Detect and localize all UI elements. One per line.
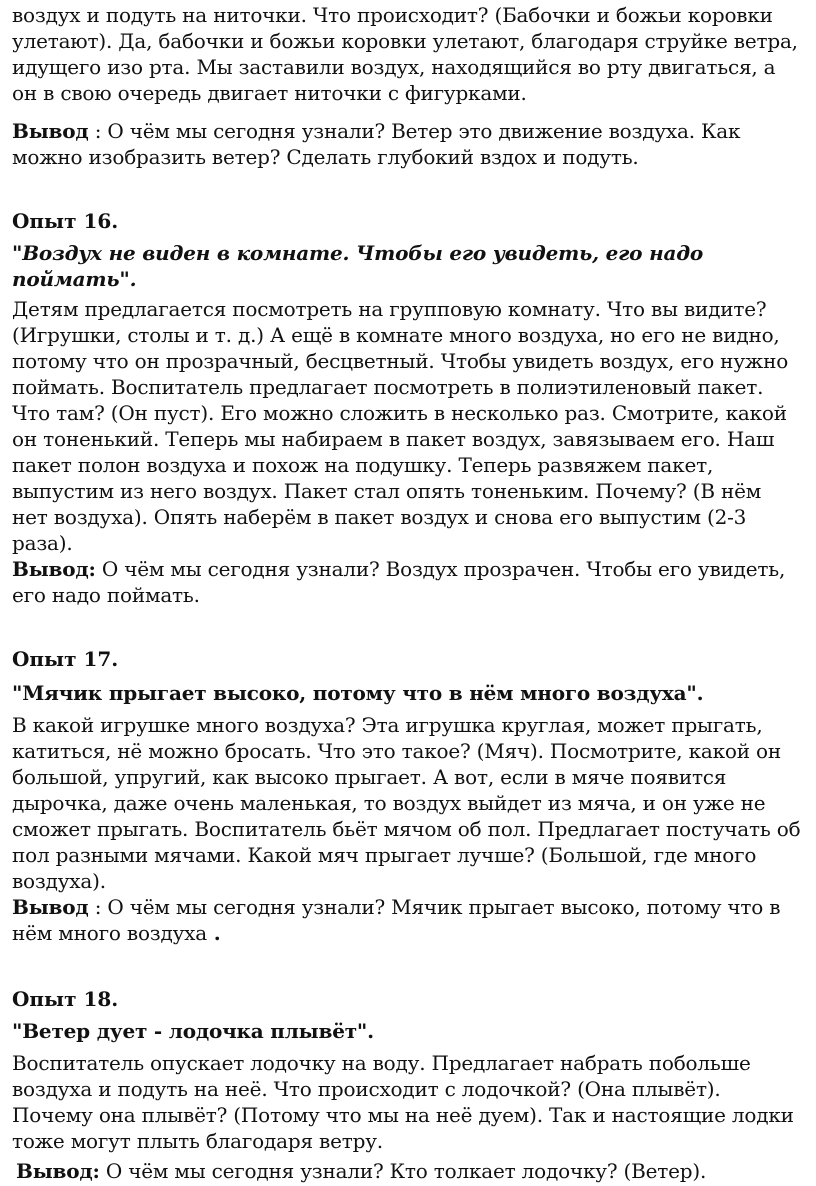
experiment-17-body: В какой игрушке много воздуха? Эта игрушка круглая, может прыгать, катиться, нё можно бросать. Что это такое? (Мяч). Посмотрите, какой он большой, упругий, как высоко прыгает. А вот, если в мяче появится дырочка, даже очень маленькая, то воздух выйдет из мяча, и он уже не сможет прыгать. Воспитатель бьёт мячом об пол. Предлагает постучать об пол разными мячами. Какой мяч прыгает лучше? (Большой, где много воздуха). [12,713,801,893]
experiment-17-subtitle: "Мячик прыгает высоко, потому что в нём много воздуха". [12,681,704,705]
experiment-18-title: Опыт 18. [12,987,119,1011]
experiment-18-conclusion [16,1158,806,1184]
experiment-16-body: Детям предлагается посмотреть на групповую комнату. Что вы видите? (Игрушки, столы и т. д.) А ещё в комнате много воздуха, но его не видно, потому что он прозрачный, бесцветный. Чтобы увидеть воздух, его нужно поймать. Воспитатель предлагает посмотреть в полиэтиленовый пакет. Что там? (Он пуст). Его можно сложить в несколько раз. Смотрите, какой он тоненький. Теперь мы набираем в пакет воздух, завязываем его. Наш пакет полон воздуха и похож на подушку. Теперь развяжем пакет, выпустим из него воздух. Пакет стал опять тоненьким. Почему? (В нём нет воздуха). Опять наберём в пакет воздух и снова его выпустим (2-3 раза). [12,297,789,555]
intro-paragraph: воздух и подуть на ниточки. Что происходит? (Бабочки и божьи коровки улетают). Да, бабочки и божьи коровки улетают, благодаря струйке ветра, идущего изо рта. Мы заставили воздух, находящийся во рту двигаться, а он в свою очередь двигает ниточки с фигурками. [12,3,798,105]
conclusion-end: . [206,921,221,945]
conclusion-label: Вывод: [16,1159,100,1183]
experiment-18-body: Воспитатель опускает лодочку на воду. Предлагает набрать побольше воздуха и подуть на неё. Что происходит с лодочкой? (Она плывёт). Почему она плывёт? (Потому что мы на неё дуем). Так и настоящие лодки тоже могут плыть благодаря ветру. [12,1051,794,1153]
conclusion-text: О чём мы сегодня узнали? Воздух прозрачен. Чтобы его увидеть, его надо поймать. [12,557,786,607]
conclusion-text: О чём мы сегодня узнали? Кто толкает лодочку? (Ветер). [99,1159,707,1183]
experiment-18-subtitle: "Ветер дует - лодочка плывёт". [12,1019,374,1043]
experiment-16-conclusion [12,556,802,608]
experiment-17-title: Опыт 17. [12,647,119,671]
experiment-16-subtitle: "Воздух не виден в комнате. Чтобы его увидеть, его надо поймать". [12,241,704,291]
conclusion-text: : О чём мы сегодня узнали? Ветер это движение воздуха. Как можно изобразить ветер? Сделать глубокий вздох и подуть. [12,119,741,169]
conclusion-label: Вывод [12,895,89,919]
conclusion-label: Вывод [12,119,89,143]
conclusion-label: Вывод: [12,557,96,581]
experiment-17-conclusion [12,894,802,946]
experiment-16-title: Опыт 16. [12,209,119,233]
intro-conclusion [12,118,802,170]
conclusion-text: : О чём мы сегодня узнали? Мячик прыгает высоко, потому что в нём много воздуха [12,895,781,945]
